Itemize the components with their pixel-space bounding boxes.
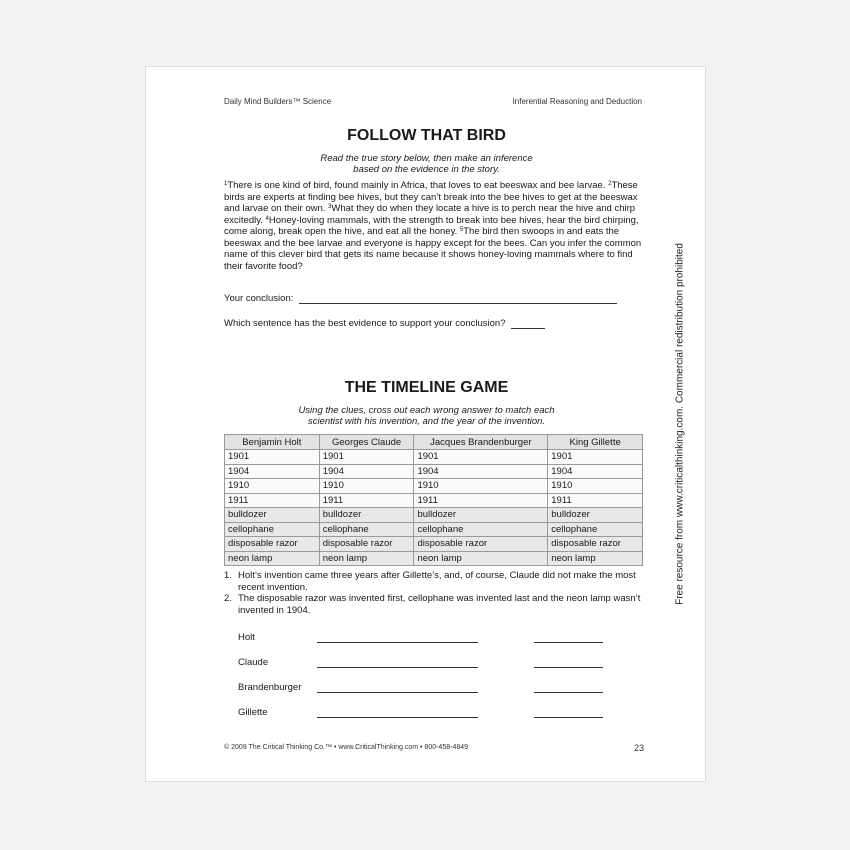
table-row xyxy=(225,537,643,552)
invention-answer-blank[interactable] xyxy=(317,717,478,718)
table-cell[interactable]: 1911 xyxy=(225,493,320,508)
clue-list xyxy=(224,570,644,616)
table-cell[interactable]: 1904 xyxy=(548,464,643,479)
table-cell[interactable]: 1910 xyxy=(548,479,643,494)
conclusion-line xyxy=(224,293,617,304)
sentence-number: 3 xyxy=(328,204,332,210)
evidence-line xyxy=(224,318,545,329)
answer-row-claude xyxy=(238,657,618,671)
answer-label: Claude xyxy=(238,657,269,668)
year-answer-blank[interactable] xyxy=(534,692,603,693)
table-cell[interactable]: neon lamp xyxy=(414,551,548,566)
story-sentence: These birds are experts at finding bee hives, but they can’t break into the bee hives to get at the beeswax and larvae on their own. xyxy=(224,180,638,214)
table-cell[interactable]: bulldozer xyxy=(319,508,414,523)
story-sentence: Honey-loving mammals, with the strength to break into bee hives, hear the bird chirping, come along, break open the hive, and eat all the honey. xyxy=(224,214,639,237)
answer-label: Holt xyxy=(238,632,255,643)
header-book-title: Daily Mind Builders™ Science xyxy=(224,97,332,106)
evidence-question: Which sentence has the best evidence to support your conclusion? xyxy=(224,318,506,329)
table-row xyxy=(225,522,643,537)
instruction-line: scientist with his invention, and the year of the invention. xyxy=(307,416,546,427)
table-cell[interactable]: cellophane xyxy=(225,522,320,537)
answer-label: Brandenburger xyxy=(238,682,302,693)
year-answer-blank[interactable] xyxy=(534,717,603,718)
table-cell[interactable]: 1911 xyxy=(548,493,643,508)
answer-row-brandenburger xyxy=(238,682,618,696)
clue-text: Holt’s invention came three years after Gillette’s, and, of course, Claude did not make the most recent invention. xyxy=(238,570,636,593)
footer-copyright: © 2009 The Critical Thinking Co.™ • www.CriticalThinking.com • 800-458-4849 xyxy=(224,744,469,751)
table-cell[interactable]: 1910 xyxy=(319,479,414,494)
table-cell[interactable]: 1910 xyxy=(225,479,320,494)
table-header-row xyxy=(225,435,643,450)
table-row xyxy=(225,493,643,508)
table-cell[interactable]: 1911 xyxy=(414,493,548,508)
section2-instructions xyxy=(246,405,607,427)
sentence-number: 2 xyxy=(608,181,612,187)
table-cell[interactable]: disposable razor xyxy=(414,537,548,552)
table-cell[interactable]: neon lamp xyxy=(548,551,643,566)
column-header: Jacques Brandenburger xyxy=(414,435,548,450)
story-sentence: The bird then swoops in and eats the beeswax and the bee larvae and everyone is happy except for the bees. Can you infer the common name of this clever bird that gets its name because it shows honey-loving mammals where to find their favorite food? xyxy=(224,226,642,272)
sentence-number: 5 xyxy=(459,227,464,233)
table-cell[interactable]: disposable razor xyxy=(319,537,414,552)
invention-answer-blank[interactable] xyxy=(317,667,478,668)
table-cell[interactable]: bulldozer xyxy=(548,508,643,523)
story-sentence: What they do when they locate a hive is to perch near the hive and chirp excitedly. xyxy=(224,203,636,226)
evidence-answer-blank[interactable] xyxy=(511,318,545,329)
column-header: Georges Claude xyxy=(319,435,414,450)
sentence-number: 1 xyxy=(224,181,228,187)
answer-label: Gillette xyxy=(238,707,268,718)
table-cell[interactable]: 1910 xyxy=(414,479,548,494)
story-sentence: There is one kind of bird, found mainly in Africa, that loves to eat beeswax and bee larvae. xyxy=(227,180,609,191)
answer-row-gillette xyxy=(238,707,618,721)
table-cell[interactable]: 1901 xyxy=(225,450,320,465)
clue-text: The disposable razor was invented first, cellophane was invented last and the neon lamp wasn’t invented in 1904. xyxy=(238,593,641,616)
table-cell[interactable]: 1901 xyxy=(414,450,548,465)
year-answer-blank[interactable] xyxy=(534,642,603,643)
table-cell[interactable]: neon lamp xyxy=(225,551,320,566)
logic-grid-table xyxy=(224,434,643,566)
table-cell[interactable]: disposable razor xyxy=(225,537,320,552)
table-cell[interactable]: 1901 xyxy=(548,450,643,465)
worksheet-page xyxy=(145,66,706,782)
answer-row-holt xyxy=(238,632,618,646)
redistribution-note: Free resource from www.criticalthinking.com. Commercial redistribution prohibited xyxy=(674,243,686,605)
table-row xyxy=(225,479,643,494)
clue-number: 2. xyxy=(224,593,232,604)
table-row xyxy=(225,508,643,523)
table-cell[interactable]: 1911 xyxy=(319,493,414,508)
conclusion-answer-blank[interactable] xyxy=(299,293,617,304)
section-title-timeline-game: THE TIMELINE GAME xyxy=(344,379,509,396)
instruction-line: Using the clues, cross out each wrong answer to match each xyxy=(298,405,555,416)
table-cell[interactable]: 1904 xyxy=(225,464,320,479)
table-row xyxy=(225,450,643,465)
table-cell[interactable]: 1904 xyxy=(414,464,548,479)
table-row xyxy=(225,551,643,566)
clue-number: 1. xyxy=(224,570,232,581)
header-skill: Inferential Reasoning and Deduction xyxy=(512,97,642,106)
table-cell[interactable]: cellophane xyxy=(548,522,643,537)
story-paragraph xyxy=(224,180,644,272)
invention-answer-blank[interactable] xyxy=(317,692,478,693)
table-cell[interactable]: disposable razor xyxy=(548,537,643,552)
table-cell[interactable]: bulldozer xyxy=(225,508,320,523)
section-title-follow-that-bird: FOLLOW THAT BIRD xyxy=(347,127,506,144)
page-number: 23 xyxy=(633,743,644,753)
table-row xyxy=(225,464,643,479)
instruction-line: Read the true story below, then make an inference xyxy=(320,153,533,164)
table-cell[interactable]: cellophane xyxy=(414,522,548,537)
section1-instructions xyxy=(246,153,607,175)
list-item xyxy=(224,593,644,616)
sentence-number: 4 xyxy=(265,215,269,222)
column-header: King Gillette xyxy=(548,435,643,450)
table-cell[interactable]: 1901 xyxy=(319,450,414,465)
table-cell[interactable]: neon lamp xyxy=(319,551,414,566)
conclusion-label: Your conclusion: xyxy=(224,293,294,304)
table-cell[interactable]: 1904 xyxy=(319,464,414,479)
list-item xyxy=(224,570,644,593)
column-header: Benjamin Holt xyxy=(225,435,320,450)
invention-answer-blank[interactable] xyxy=(317,642,478,643)
year-answer-blank[interactable] xyxy=(534,667,603,668)
instruction-line: based on the evidence in the story. xyxy=(353,164,500,175)
table-cell[interactable]: bulldozer xyxy=(414,508,548,523)
table-cell[interactable]: cellophane xyxy=(319,522,414,537)
